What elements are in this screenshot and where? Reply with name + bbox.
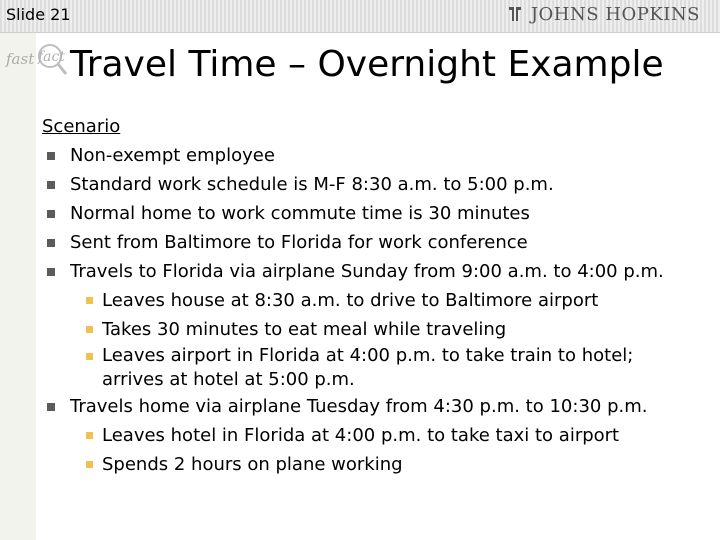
sub-bullet-text: Takes 30 minutes to eat meal while traveling <box>102 319 507 340</box>
square-bullet-icon <box>47 210 55 218</box>
square-bullet-icon <box>47 152 55 160</box>
bullet-text: Non-exempt employee <box>70 145 275 166</box>
bullet-item <box>42 228 702 257</box>
bullet-item <box>42 141 702 170</box>
bullet-text: Normal home to work commute time is 30 minutes <box>70 203 530 224</box>
square-bullet-icon <box>47 239 55 247</box>
bullet-item <box>42 392 702 421</box>
square-sub-bullet-icon <box>86 461 93 468</box>
svg-text:fast: fast <box>6 50 35 68</box>
slide-number: Slide 21 <box>6 5 71 24</box>
svg-text:fact: fact <box>38 49 65 65</box>
sub-bullet-text: Leaves airport in Florida at 4:00 p.m. to take train to hotel; arrives at hotel at 5:00 p.m. <box>102 345 634 390</box>
bullet-text: Travels to Florida via airplane Sunday from 9:00 a.m. to 4:00 p.m. <box>70 261 664 282</box>
bullet-item <box>42 170 702 199</box>
square-sub-bullet-icon <box>86 432 93 439</box>
header-band <box>0 0 720 33</box>
bullet-item <box>42 199 702 228</box>
johns-hopkins-logo-text: JOHNS HOPKINS <box>530 3 700 25</box>
bullet-item <box>42 257 702 286</box>
square-bullet-icon <box>47 268 55 276</box>
johns-hopkins-logo <box>507 3 700 25</box>
square-bullet-icon <box>47 181 55 189</box>
bullet-list <box>42 141 702 286</box>
sub-bullet-text: Leaves house at 8:30 a.m. to drive to Baltimore airport <box>102 290 599 311</box>
bullet-text: Standard work schedule is M-F 8:30 a.m. to 5:00 p.m. <box>70 174 554 195</box>
sub-bullet-item <box>42 450 702 479</box>
bullet-text: Sent from Baltimore to Florida for work conference <box>70 232 528 253</box>
sub-bullet-item <box>42 344 702 392</box>
square-sub-bullet-icon <box>86 326 93 333</box>
bullet-text: Travels home via airplane Tuesday from 4:30 p.m. to 10:30 p.m. <box>70 396 648 417</box>
sub-bullet-text: Leaves hotel in Florida at 4:00 p.m. to take taxi to airport <box>102 425 620 446</box>
fast-facts-logo <box>4 40 78 96</box>
square-sub-bullet-icon <box>86 353 93 360</box>
sub-bullet-list <box>42 421 702 479</box>
square-bullet-icon <box>47 403 55 411</box>
sub-bullet-text: Spends 2 hours on plane working <box>102 454 403 475</box>
sub-bullet-list <box>42 286 702 392</box>
sub-bullet-item <box>42 421 702 450</box>
scenario-heading: Scenario <box>42 116 121 137</box>
square-sub-bullet-icon <box>86 297 93 304</box>
johns-hopkins-shield-icon <box>507 5 523 23</box>
bullet-list <box>42 392 702 421</box>
sub-bullet-item <box>42 286 702 315</box>
sub-bullet-item <box>42 315 702 344</box>
slide-body <box>42 112 702 479</box>
slide-title: Travel Time – Overnight Example <box>70 44 664 85</box>
